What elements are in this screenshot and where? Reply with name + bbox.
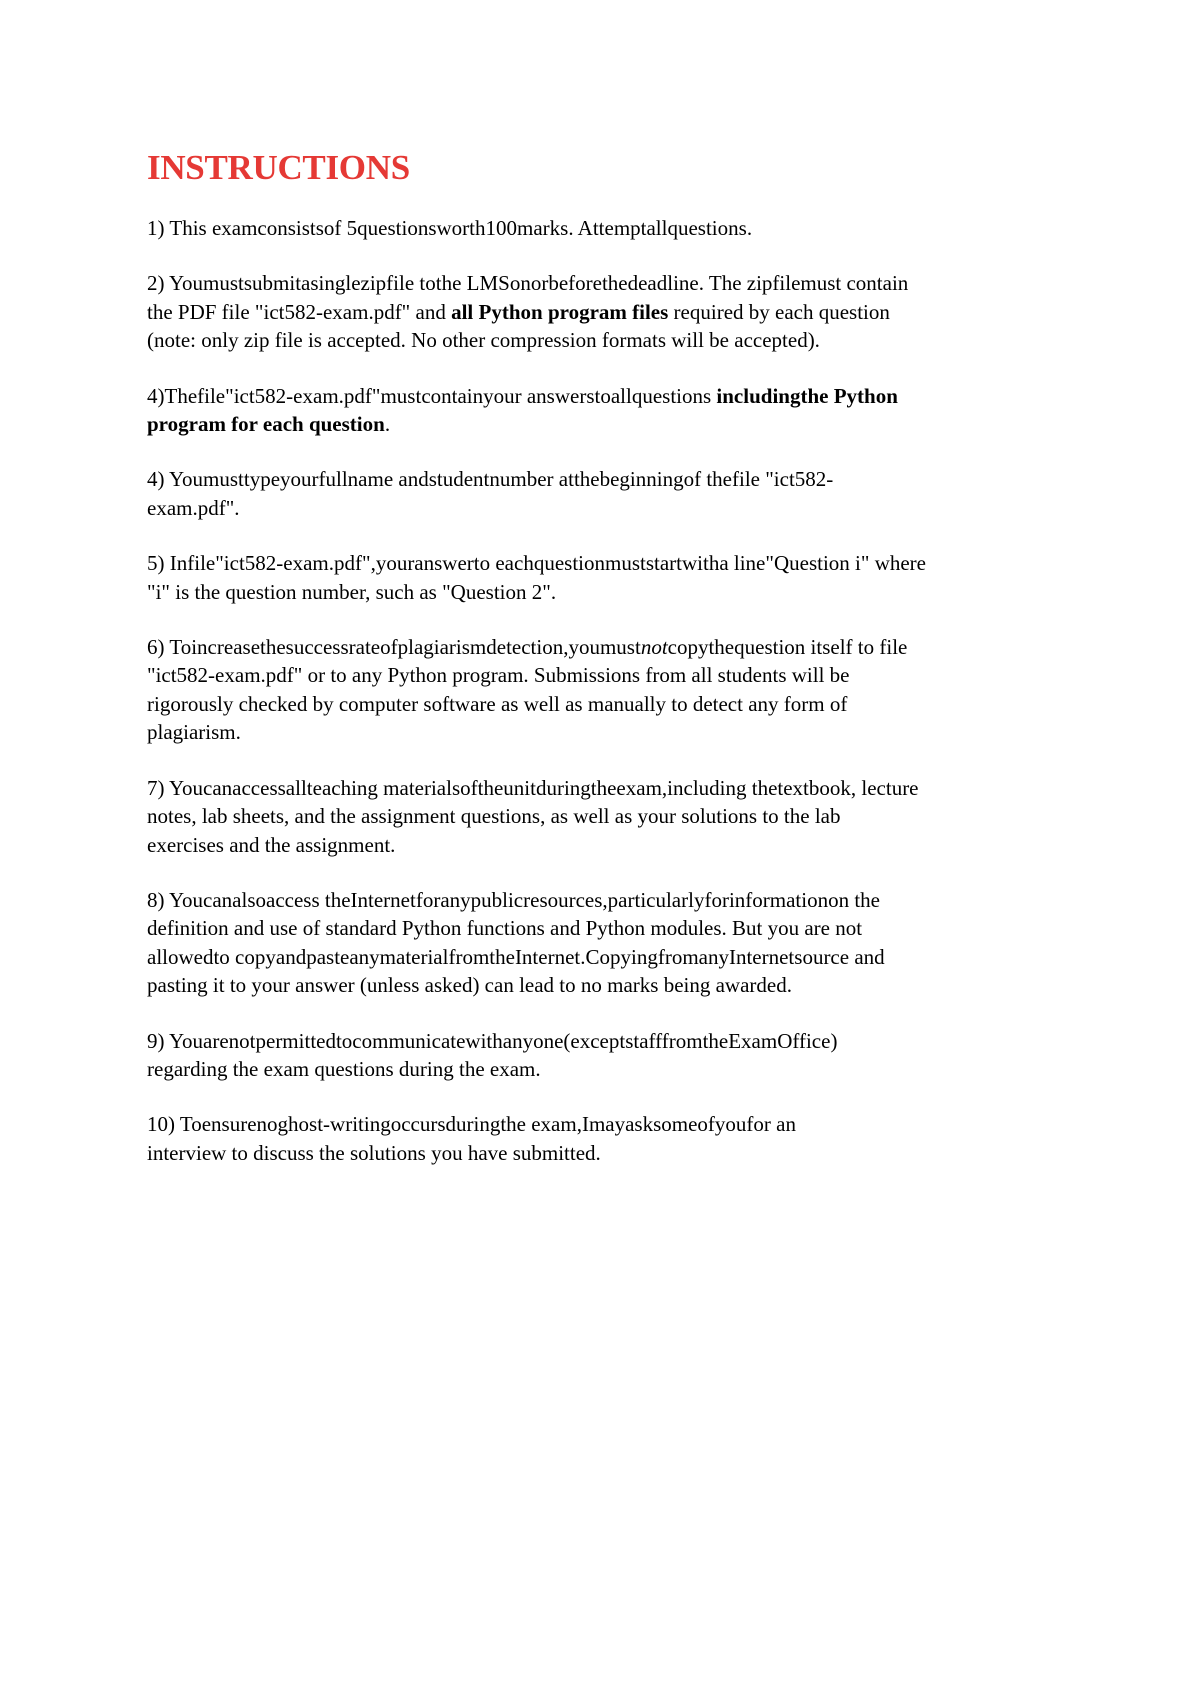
instruction-line bbox=[147, 914, 1077, 942]
text-run: regarding the exam questions during the exam. bbox=[147, 1056, 541, 1081]
text-run: exam.pdf". bbox=[147, 495, 240, 520]
text-run: 4) Youmusttypeyourfullname andstudentnumber atthebeginningof thefile "ict582- bbox=[147, 467, 834, 492]
italic-text: not bbox=[640, 635, 668, 660]
text-run: "ict582-exam.pdf" or to any Python program. Submissions from all students will be bbox=[147, 663, 850, 688]
text-run: 10) Toensurenoghost-writingoccursduringthe exam,Imayasksomeofyoufor an bbox=[147, 1112, 796, 1137]
text-run: allowedto copyandpasteanymaterialfromtheInternet.CopyingfromanyInternetsource and bbox=[147, 944, 885, 969]
instruction-line bbox=[147, 971, 1077, 999]
instruction-line bbox=[147, 831, 1077, 859]
instruction-line bbox=[147, 1110, 1077, 1138]
instruction-line bbox=[147, 494, 1077, 522]
instruction-line bbox=[147, 326, 1077, 354]
text-run: interview to discuss the solutions you have submitted. bbox=[147, 1140, 601, 1165]
instruction-item bbox=[147, 633, 1077, 747]
text-run: rigorously checked by computer software as well as manually to detect any form of bbox=[147, 691, 848, 716]
instruction-line bbox=[147, 549, 1077, 577]
instructions-heading: INSTRUCTIONS bbox=[147, 148, 410, 187]
instruction-line bbox=[147, 1027, 1077, 1055]
text-run: the PDF file "ict582-exam.pdf" and bbox=[147, 299, 452, 324]
instruction-line bbox=[147, 1055, 1077, 1083]
text-run: 5) Infile"ict582-exam.pdf",youranswerto eachquestionmuststartwitha line"Question i" where bbox=[147, 551, 926, 576]
text-run: (note: only zip file is accepted. No other compression formats will be accepted). bbox=[147, 328, 820, 353]
instruction-item bbox=[147, 774, 1077, 859]
instruction-line bbox=[147, 465, 1077, 493]
instruction-line bbox=[147, 690, 1077, 718]
instruction-line bbox=[147, 661, 1077, 689]
instruction-item bbox=[147, 269, 1077, 354]
instruction-line bbox=[147, 214, 1077, 242]
instruction-item bbox=[147, 886, 1077, 1000]
instruction-item bbox=[147, 549, 1077, 606]
text-run: . bbox=[384, 412, 391, 437]
text-run: definition and use of standard Python functions and Python modules. But you are not bbox=[147, 916, 863, 941]
text-run: 6) Toincreasethesuccessrateofplagiarismdetection,youmust bbox=[147, 635, 641, 660]
text-run: pasting it to your answer (unless asked) can lead to no marks being awarded. bbox=[147, 973, 792, 998]
instructions-list bbox=[147, 214, 1077, 1167]
text-run: 9) Youarenotpermittedtocommunicatewithanyone(exceptstafffromtheExamOffice) bbox=[147, 1028, 838, 1053]
text-run: required by each question bbox=[668, 299, 890, 324]
bold-text: includingthe Python bbox=[716, 383, 898, 408]
instruction-line bbox=[147, 382, 1077, 410]
text-run: copythequestion itself to file bbox=[667, 635, 908, 660]
instruction-item bbox=[147, 1110, 1077, 1167]
instruction-line bbox=[147, 410, 1077, 438]
instruction-item bbox=[147, 214, 1077, 242]
instruction-item bbox=[147, 382, 1077, 439]
bold-text: all Python program files bbox=[451, 299, 669, 324]
text-run: 7) Youcanaccessallteaching materialsoftheunitduringtheexam,including thetextbook, lecture bbox=[147, 775, 919, 800]
text-run: notes, lab sheets, and the assignment questions, as well as your solutions to the lab bbox=[147, 804, 841, 829]
text-run: "i" is the question number, such as "Question 2". bbox=[147, 579, 557, 604]
instruction-item bbox=[147, 1027, 1077, 1084]
instruction-line bbox=[147, 774, 1077, 802]
instruction-line bbox=[147, 633, 1077, 661]
instruction-line bbox=[147, 269, 1077, 297]
instruction-line bbox=[147, 1139, 1077, 1167]
instruction-line bbox=[147, 886, 1077, 914]
text-run: plagiarism. bbox=[147, 720, 241, 745]
instruction-line bbox=[147, 718, 1077, 746]
instruction-line bbox=[147, 578, 1077, 606]
instruction-line bbox=[147, 943, 1077, 971]
instruction-item bbox=[147, 465, 1077, 522]
text-run: 1) This examconsistsof 5questionsworth100marks. Attemptallquestions. bbox=[147, 216, 753, 240]
text-run: 4)Thefile"ict582-exam.pdf"mustcontainyour answerstoallquestions bbox=[147, 383, 717, 408]
text-run: exercises and the assignment. bbox=[147, 832, 396, 857]
instruction-line bbox=[147, 802, 1077, 830]
bold-text: program for each question bbox=[147, 412, 385, 437]
instruction-line bbox=[147, 298, 1077, 326]
text-run: 2) Youmustsubmitasinglezipfile tothe LMSonorbeforethedeadline. The zipfilemust contain bbox=[147, 271, 909, 296]
text-run: 8) Youcanalsoaccess theInternetforanypublicresources,particularlyforinformationon the bbox=[147, 887, 880, 912]
instructions-section bbox=[147, 144, 1077, 1194]
